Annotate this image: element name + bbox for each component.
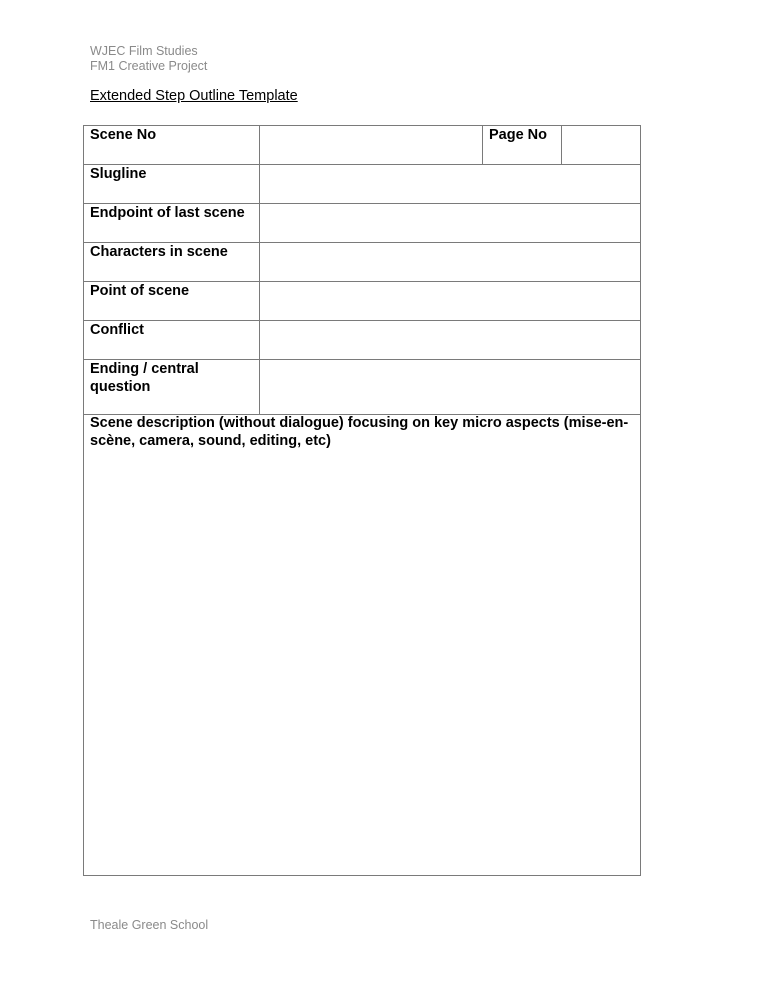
page-no-field[interactable] [562, 126, 641, 165]
description-row [84, 415, 641, 876]
scene-description-box[interactable] [84, 415, 641, 876]
conflict-field[interactable] [260, 321, 641, 360]
characters-row [84, 243, 641, 282]
characters-label: Characters in scene [84, 243, 260, 282]
header-line-course: WJEC Film Studies [90, 44, 198, 58]
document-footer: Theale Green School [90, 918, 209, 932]
point-field[interactable] [260, 282, 641, 321]
ending-row [84, 360, 641, 415]
slugline-row [84, 165, 641, 204]
slugline-label: Slugline [84, 165, 260, 204]
ending-label: Ending / central question [84, 360, 260, 415]
characters-field[interactable] [260, 243, 641, 282]
point-row [84, 282, 641, 321]
endpoint-label: Endpoint of last scene [84, 204, 260, 243]
step-outline-table [83, 125, 641, 876]
document-header [90, 44, 207, 73]
conflict-label: Conflict [84, 321, 260, 360]
endpoint-field[interactable] [260, 204, 641, 243]
page-no-label: Page No [483, 126, 562, 165]
scene-description-label: Scene description (without dialogue) focusing on key micro aspects (mise-en-scène, camera, sound, editing, etc) [90, 415, 629, 449]
header-line-unit: FM1 Creative Project [90, 58, 208, 73]
conflict-row [84, 321, 641, 360]
scene-no-row [84, 126, 641, 165]
scene-no-field[interactable] [260, 126, 483, 165]
ending-field[interactable] [260, 360, 641, 415]
scene-no-label: Scene No [84, 126, 260, 165]
point-label: Point of scene [84, 282, 260, 321]
endpoint-row [84, 204, 641, 243]
document-title: Extended Step Outline Template [90, 88, 298, 104]
slugline-field[interactable] [260, 165, 641, 204]
